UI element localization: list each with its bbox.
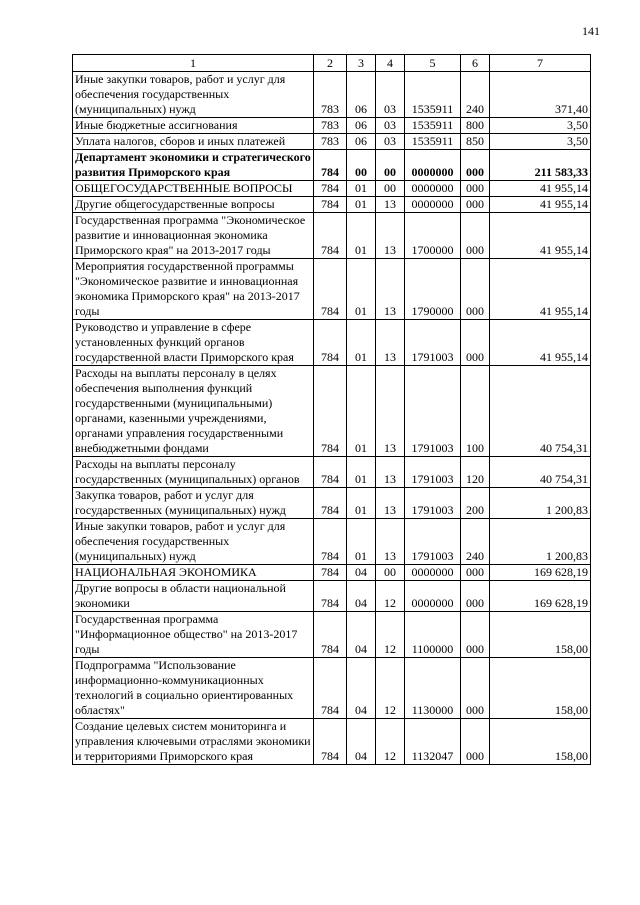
- row-name: Уплата налогов, сборов и иных платежей: [73, 134, 314, 150]
- row-amount: 41 955,14: [490, 259, 591, 320]
- row-name: Расходы на выплаты персоналу в целях обеспечения выполнения функций государственными (муниципальными) органами, казенными учреждениями, органами управления государственными внебюджетными фондами: [73, 366, 314, 457]
- row-name: Департамент экономики и стратегического развития Приморского края: [73, 150, 314, 181]
- table-row: [73, 519, 591, 565]
- row-target-code: 0000000: [405, 181, 461, 197]
- row-subsection-code: 12: [376, 719, 405, 765]
- row-subsection-code: 13: [376, 320, 405, 366]
- column-header: 3: [347, 55, 376, 72]
- row-target-code: 1130000: [405, 658, 461, 719]
- column-header: 5: [405, 55, 461, 72]
- row-name: Иные закупки товаров, работ и услуг для обеспечения государственных (муниципальных) нужд: [73, 519, 314, 565]
- row-expense-type-code: 000: [461, 197, 490, 213]
- row-name: Мероприятия государственной программы "Экономическое развитие и инновационная экономика Приморского края" на 2013-2017 годы: [73, 259, 314, 320]
- table-row: [73, 581, 591, 612]
- row-expense-type-code: 000: [461, 612, 490, 658]
- row-ved-code: 784: [314, 320, 347, 366]
- table-row: [73, 197, 591, 213]
- row-amount: 40 754,31: [490, 457, 591, 488]
- row-ved-code: 784: [314, 213, 347, 259]
- row-expense-type-code: 000: [461, 658, 490, 719]
- row-expense-type-code: 800: [461, 118, 490, 134]
- row-expense-type-code: 200: [461, 488, 490, 519]
- row-expense-type-code: 000: [461, 719, 490, 765]
- row-subsection-code: 03: [376, 134, 405, 150]
- row-name: Руководство и управление в сфере установленных функций органов государственной власти Приморского края: [73, 320, 314, 366]
- row-expense-type-code: 000: [461, 320, 490, 366]
- table-row: [73, 150, 591, 181]
- row-expense-type-code: 120: [461, 457, 490, 488]
- table-row: [73, 488, 591, 519]
- row-name: Создание целевых систем мониторинга и управления ключевыми отраслями экономики и территориями Приморского края: [73, 719, 314, 765]
- row-section-code: 04: [347, 658, 376, 719]
- row-section-code: 04: [347, 581, 376, 612]
- row-ved-code: 784: [314, 719, 347, 765]
- row-section-code: 01: [347, 488, 376, 519]
- table-row: [73, 457, 591, 488]
- row-ved-code: 784: [314, 150, 347, 181]
- table-row: [73, 259, 591, 320]
- row-ved-code: 784: [314, 259, 347, 320]
- page-number: 141: [582, 24, 600, 38]
- table-row: [73, 118, 591, 134]
- row-target-code: 1791003: [405, 320, 461, 366]
- budget-table: [72, 54, 591, 765]
- row-subsection-code: 00: [376, 181, 405, 197]
- row-name: НАЦИОНАЛЬНАЯ ЭКОНОМИКА: [73, 565, 314, 581]
- column-header: 4: [376, 55, 405, 72]
- row-section-code: 06: [347, 72, 376, 118]
- row-subsection-code: 13: [376, 457, 405, 488]
- row-subsection-code: 13: [376, 259, 405, 320]
- row-target-code: 1790000: [405, 259, 461, 320]
- row-expense-type-code: 850: [461, 134, 490, 150]
- row-amount: 41 955,14: [490, 213, 591, 259]
- row-subsection-code: 00: [376, 150, 405, 181]
- row-ved-code: 784: [314, 519, 347, 565]
- row-section-code: 06: [347, 134, 376, 150]
- row-section-code: 01: [347, 181, 376, 197]
- row-subsection-code: 13: [376, 488, 405, 519]
- row-section-code: 01: [347, 320, 376, 366]
- row-ved-code: 784: [314, 457, 347, 488]
- row-target-code: 1791003: [405, 457, 461, 488]
- row-ved-code: 784: [314, 181, 347, 197]
- row-target-code: 1132047: [405, 719, 461, 765]
- row-expense-type-code: 240: [461, 72, 490, 118]
- table-row: [73, 366, 591, 457]
- row-subsection-code: 13: [376, 197, 405, 213]
- row-section-code: 04: [347, 565, 376, 581]
- row-section-code: 06: [347, 118, 376, 134]
- row-subsection-code: 03: [376, 72, 405, 118]
- row-target-code: 1535911: [405, 72, 461, 118]
- row-ved-code: 783: [314, 134, 347, 150]
- row-name: Государственная программа "Экономическое развитие и инновационная экономика Приморского края" на 2013-2017 годы: [73, 213, 314, 259]
- row-target-code: 1100000: [405, 612, 461, 658]
- row-name: Другие вопросы в области национальной экономики: [73, 581, 314, 612]
- column-header: 1: [73, 55, 314, 72]
- row-name: Иные закупки товаров, работ и услуг для обеспечения государственных (муниципальных) нужд: [73, 72, 314, 118]
- row-name: Государственная программа "Информационное общество" на 2013-2017 годы: [73, 612, 314, 658]
- row-expense-type-code: 000: [461, 150, 490, 181]
- row-amount: 1 200,83: [490, 519, 591, 565]
- row-section-code: 01: [347, 197, 376, 213]
- row-target-code: 1535911: [405, 134, 461, 150]
- row-subsection-code: 13: [376, 519, 405, 565]
- row-amount: 1 200,83: [490, 488, 591, 519]
- row-ved-code: 784: [314, 658, 347, 719]
- table-row: [73, 320, 591, 366]
- row-ved-code: 784: [314, 581, 347, 612]
- row-expense-type-code: 000: [461, 581, 490, 612]
- row-section-code: 01: [347, 213, 376, 259]
- row-amount: 169 628,19: [490, 565, 591, 581]
- row-amount: 371,40: [490, 72, 591, 118]
- row-target-code: 1791003: [405, 366, 461, 457]
- row-section-code: 01: [347, 457, 376, 488]
- row-target-code: 0000000: [405, 565, 461, 581]
- row-ved-code: 783: [314, 118, 347, 134]
- column-header: 2: [314, 55, 347, 72]
- row-section-code: 00: [347, 150, 376, 181]
- row-subsection-code: 03: [376, 118, 405, 134]
- row-amount: 41 955,14: [490, 197, 591, 213]
- row-section-code: 01: [347, 259, 376, 320]
- row-section-code: 01: [347, 519, 376, 565]
- row-amount: 41 955,14: [490, 181, 591, 197]
- row-expense-type-code: 000: [461, 259, 490, 320]
- row-subsection-code: 12: [376, 581, 405, 612]
- row-target-code: 1535911: [405, 118, 461, 134]
- row-expense-type-code: 000: [461, 565, 490, 581]
- table-row: [73, 612, 591, 658]
- table-row: [73, 565, 591, 581]
- row-section-code: 01: [347, 366, 376, 457]
- row-target-code: 1791003: [405, 488, 461, 519]
- row-amount: 158,00: [490, 612, 591, 658]
- row-ved-code: 784: [314, 565, 347, 581]
- row-subsection-code: 00: [376, 565, 405, 581]
- row-amount: 169 628,19: [490, 581, 591, 612]
- row-amount: 3,50: [490, 134, 591, 150]
- row-name: ОБЩЕГОСУДАРСТВЕННЫЕ ВОПРОСЫ: [73, 181, 314, 197]
- row-target-code: 0000000: [405, 197, 461, 213]
- column-header: 6: [461, 55, 490, 72]
- row-ved-code: 783: [314, 72, 347, 118]
- row-subsection-code: 12: [376, 658, 405, 719]
- row-expense-type-code: 000: [461, 213, 490, 259]
- row-target-code: 1791003: [405, 519, 461, 565]
- row-expense-type-code: 000: [461, 181, 490, 197]
- row-subsection-code: 13: [376, 366, 405, 457]
- row-section-code: 04: [347, 612, 376, 658]
- table-row: [73, 719, 591, 765]
- row-name: Закупка товаров, работ и услуг для государственных (муниципальных) нужд: [73, 488, 314, 519]
- row-name: Расходы на выплаты персоналу государственных (муниципальных) органов: [73, 457, 314, 488]
- row-section-code: 04: [347, 719, 376, 765]
- table-row: [73, 213, 591, 259]
- row-ved-code: 784: [314, 197, 347, 213]
- row-ved-code: 784: [314, 612, 347, 658]
- table-row: [73, 658, 591, 719]
- table-row: [73, 134, 591, 150]
- row-name: Иные бюджетные ассигнования: [73, 118, 314, 134]
- row-amount: 158,00: [490, 658, 591, 719]
- header-row: [73, 55, 591, 72]
- row-amount: 41 955,14: [490, 320, 591, 366]
- table-row: [73, 72, 591, 118]
- row-target-code: 0000000: [405, 150, 461, 181]
- row-amount: 3,50: [490, 118, 591, 134]
- row-subsection-code: 13: [376, 213, 405, 259]
- table-row: [73, 181, 591, 197]
- column-header: 7: [490, 55, 591, 72]
- row-subsection-code: 12: [376, 612, 405, 658]
- row-name: Другие общегосударственные вопросы: [73, 197, 314, 213]
- row-expense-type-code: 100: [461, 366, 490, 457]
- row-expense-type-code: 240: [461, 519, 490, 565]
- row-target-code: 0000000: [405, 581, 461, 612]
- row-amount: 40 754,31: [490, 366, 591, 457]
- row-amount: 158,00: [490, 719, 591, 765]
- row-ved-code: 784: [314, 488, 347, 519]
- row-target-code: 1700000: [405, 213, 461, 259]
- row-name: Подпрограмма "Использование информационно-коммуникационных технологий в социально ориентированных областях": [73, 658, 314, 719]
- row-amount: 211 583,33: [490, 150, 591, 181]
- row-ved-code: 784: [314, 366, 347, 457]
